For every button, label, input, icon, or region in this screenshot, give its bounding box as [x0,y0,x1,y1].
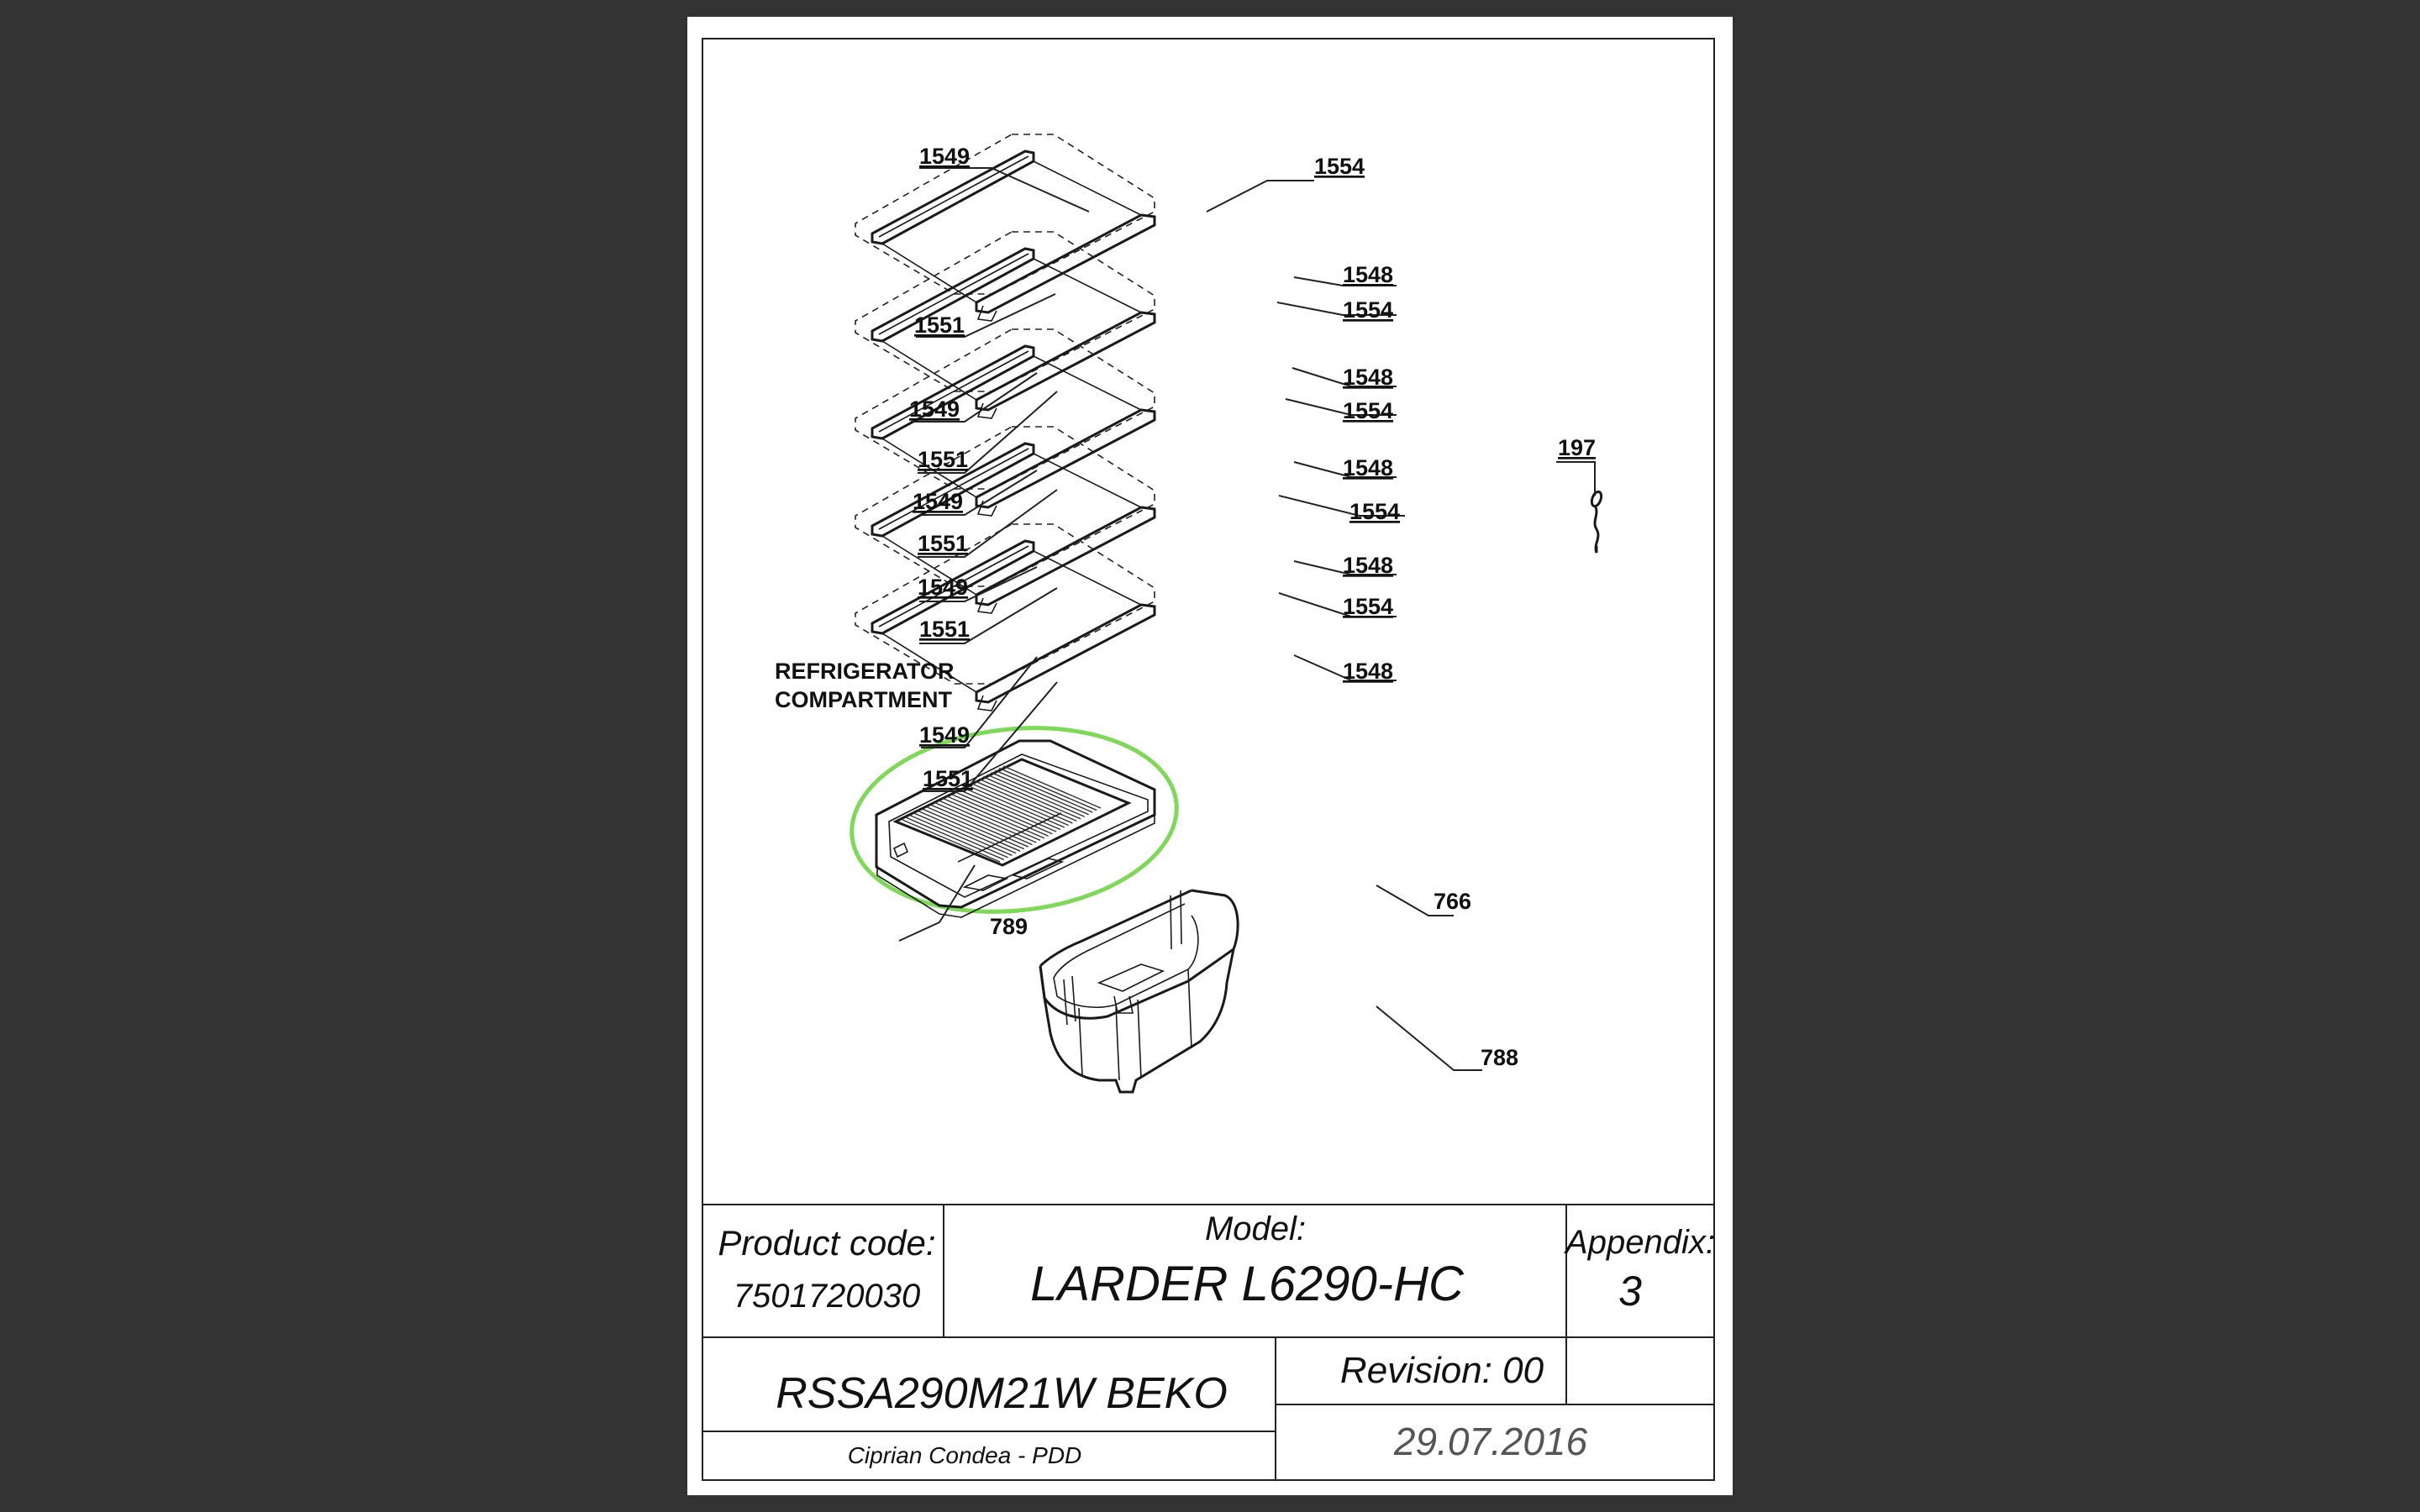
label-1554: 1554 [1343,297,1394,323]
front-trim [976,410,1155,507]
label-1549: 1549 [918,575,969,600]
grille-rib [927,807,1024,849]
front-trim [976,507,1155,605]
grille-rib [918,811,1016,853]
grille-rib [947,796,1044,838]
label-1551: 1551 [919,617,971,642]
label-1548: 1548 [1343,553,1394,578]
grille-rib [939,801,1036,843]
shelf-edge [1034,551,1141,605]
grille-rib [955,792,1052,834]
grille-rib [907,817,1004,859]
grille-rib [992,773,1089,815]
grille-rib [934,803,1032,845]
label-1548: 1548 [1343,262,1394,287]
part-labels [775,144,1596,1070]
appendix-label: Appendix: [1565,1224,1715,1261]
shelf-edge [1034,161,1141,215]
label-1548: 1548 [1343,455,1394,480]
glass-shelf [855,427,1155,613]
appendix-value: 3 [1618,1268,1642,1315]
compartment-label-line-1: REFRIGERATOR [775,659,955,684]
grille-rib [983,777,1081,819]
product-code-label: Product code: [718,1223,936,1263]
grille-rib [959,790,1056,832]
label-1549: 1549 [919,144,971,169]
grille-rib [987,774,1085,816]
glass-pane [855,134,1155,294]
glass-pane [855,232,1155,391]
grille-rib [967,785,1065,827]
label-1554: 1554 [1349,499,1401,524]
part-197-clip [1590,491,1603,553]
label-197: 197 [1558,435,1597,460]
label-1549: 1549 [909,396,960,422]
shelf-stack [855,134,1155,711]
shelf-edge [1034,454,1141,507]
crisper-cover [843,712,1186,927]
shelf-edge [1034,356,1141,410]
grille-rib [923,809,1020,851]
author: Ciprian Condea - PDD [847,1442,1082,1468]
grille-rib [971,783,1069,825]
title-block [702,1205,1715,1480]
product-code-value: 7501720030 [733,1278,921,1315]
grille-rib [975,781,1072,823]
label-1554: 1554 [1314,154,1365,179]
label-1548: 1548 [1343,365,1394,390]
grille-rib [963,788,1060,830]
crisper-drawer [1040,890,1238,1092]
revision: Revision: 00 [1339,1350,1544,1391]
label-788: 788 [1481,1045,1519,1070]
grille-rib [995,770,1092,812]
compartment-label-line-2: COMPARTMENT [775,687,952,712]
drawing-sheet [687,17,1733,1495]
exploded-parts-diagram [687,17,1733,1495]
glass-pane [855,427,1155,586]
shelf-edge [882,244,976,302]
front-trim [976,215,1155,312]
model-value: LARDER L6290-HC [1030,1257,1464,1311]
label-1549: 1549 [919,722,971,748]
label-1551: 1551 [923,766,974,791]
glass-pane [855,329,1155,489]
grille-rib [979,779,1076,821]
shelf-edge [1034,259,1141,312]
model-label: Model: [1204,1210,1307,1247]
label-1551: 1551 [918,531,969,556]
label-1549: 1549 [913,489,964,514]
glass-shelf [855,232,1155,418]
label-1554: 1554 [1343,398,1394,423]
label-1554: 1554 [1343,594,1394,619]
drawing-date: 29.07.2016 [1393,1420,1588,1463]
label-1551: 1551 [914,312,965,338]
glass-shelf [855,329,1155,516]
model-code: RSSA290M21W BEKO [776,1369,1228,1418]
label-1551: 1551 [918,447,969,472]
glass-shelf [855,134,1155,321]
label-789: 789 [990,914,1028,939]
grille-rib [943,798,1040,840]
shelf-edge [882,341,976,400]
grille-rib [999,769,1097,811]
grille-rib [902,820,1000,862]
label-1548: 1548 [1343,659,1394,684]
grille-rib [951,794,1049,836]
grille-rib [911,816,1008,858]
label-766: 766 [1434,889,1472,914]
